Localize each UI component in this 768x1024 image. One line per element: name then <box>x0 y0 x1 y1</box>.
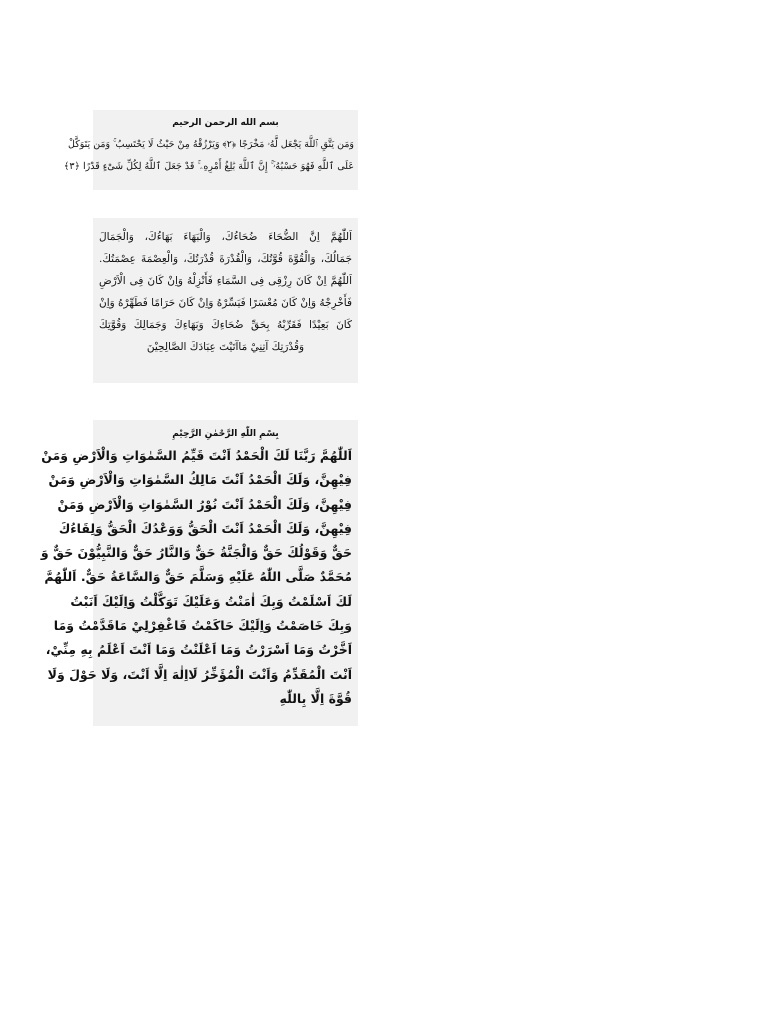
basmala-heading: بِسْمِ اللّٰهِ الرَّحْمٰنِ الرَّحِيْمِ <box>172 429 279 439</box>
dhuha-prayer-block <box>93 218 358 383</box>
verse-line: وَمَن يَتَّقِ ٱللَّهَ يَجْعَل لَّهُۥ مَخْرَجًا ﴿٢﴾ وَيَرْزُقْهُ مِنْ حَيْثُ لَا يَحْتَسِبُ ۚ وَمَن يَتَوَكَّلْ <box>68 139 354 150</box>
prayer-line: اَنْتَ الْمُقَدِّمُ وَاَنْتَ الْمُؤَخِّرُ لَااِلٰهَ اِلَّا اَنْتَ، وَلَا حَوْلَ وَلَا <box>47 666 352 682</box>
prayer-line: جَمَالُكَ، وَالْقُوَّةَ قُوَّتُكَ، وَالْقُدْرَةَ قُدْرَتُكَ، وَالْعِصْمَةَ عِصْمَتُكَ. <box>99 253 352 265</box>
prayer-line: وَبِكَ خَاصَمْتُ وَاِلَيْكَ حَاكَمْتُ فَاغْفِرْلِيْ مَاقَدَّمْتُ وَمَا <box>53 618 352 634</box>
prayer-line: فِيْهِنَّ، وَلَكَ الْحَمْدُ اَنْتَ الْحَقُّ وَوَعْدُكَ الْحَقُّ وَلِقَاءُكَ <box>58 520 352 536</box>
prayer-line: اَللّٰهُمَّ رَبَّنَا لَكَ الْحَمْدُ اَنْتَ قَيِّمُ السَّمٰوَاتِ وَالْاَرْضِ وَمَنْ <box>41 448 352 463</box>
prayer-line: وَقُدْرَتِكَ آتِنِيْ مَاآتَيْتَ عِبَادَكَ الصَّالِحِيْنَ <box>146 341 305 353</box>
tahajjud-prayer-block <box>40 420 358 726</box>
prayer-line: فِيْهِنَّ، وَلَكَ الْحَمْدُ اَنْتَ مَالِكُ السَّمٰوَاتِ وَالْاَرْضِ وَمَنْ <box>48 472 352 488</box>
prayer-line: فِيْهِنَّ، وَلَكَ الْحَمْدُ اَنْتَ نُوْرُ السَّمٰوَاتِ وَالْاَرْضِ وَمَنْ <box>57 496 352 512</box>
prayer-line: فَأَخْرِجْهُ وَاِنْ كَانَ مُعْسَرًا فَيَسِّرْهُ وَاِنْ كَانَ حَرَامًا فَطَهِّرْهُ وَاِنْ <box>99 297 352 309</box>
verse-line: عَلَى ٱللَّهِ فَهُوَ حَسْبُهُۥٓ ۚ إِنَّ ٱللَّهَ بَٰلِغُ أَمْرِهِۦ ۚ قَدْ جَعَلَ ٱللَّهُ لِكُلِّ شَىْءٍ قَدْرًا ﴿٣﴾ <box>63 161 354 172</box>
prayer-line: قُوَّةَ اِلَّا بِاللّٰهِ <box>279 690 352 706</box>
prayer-line: اَللّٰهُمَّ اِنْ كَانَ رِزْقِى فِى السَّمَاءِ فَأَنْزِلْهُ وَاِنْ كَانَ فِى الْاَرْضِ <box>99 275 352 287</box>
prayer-line: كَانَ بَعِيْدًا فَقَرِّبْهُ بِحَقِّ ضُحَاءِكَ وَبَهَاءِكَ وَجَمَالِكَ وَقُوَّتِكَ <box>99 319 352 331</box>
basmala-heading: بسم الله الرحمن الرحيم <box>172 118 279 128</box>
quran-verse-block <box>63 110 358 190</box>
prayer-line: حَقٌّ وَقَوْلُكَ حَقٌّ وَالْجَنَّةُ حَقٌّ وَالنَّارُ حَقٌّ وَالنَّبِيُّوْنَ حَقٌّ وَ <box>40 545 352 561</box>
prayer-line: اَخَّرْتُ وَمَا اَسْرَرْتُ وَمَا اَعْلَنْتُ وَمَا اَنْتَ اَعْلَمُ بِهِ مِنِّيْ، <box>45 642 352 658</box>
prayer-line: مُحَمَّدٌ صَلَّى اللّٰهُ عَلَيْهِ وَسَلَّمَ حَقٌّ وَالسَّاعَةُ حَقٌّ. اَللّٰهُمَّ <box>44 569 352 585</box>
prayer-line: اَللّٰهُمَّ اِنَّ الضُّحَاءَ ضُحَاءُكَ، وَالْبَهَاءَ بَهَاءُكَ، وَالْجَمَالَ <box>99 231 352 243</box>
prayer-line: لَكَ اَسْلَمْتُ وَبِكَ اٰمَنْتُ وَعَلَيْكَ تَوَكَّلْتُ وَاِلَيْكَ اَنَبْتُ <box>70 593 352 609</box>
